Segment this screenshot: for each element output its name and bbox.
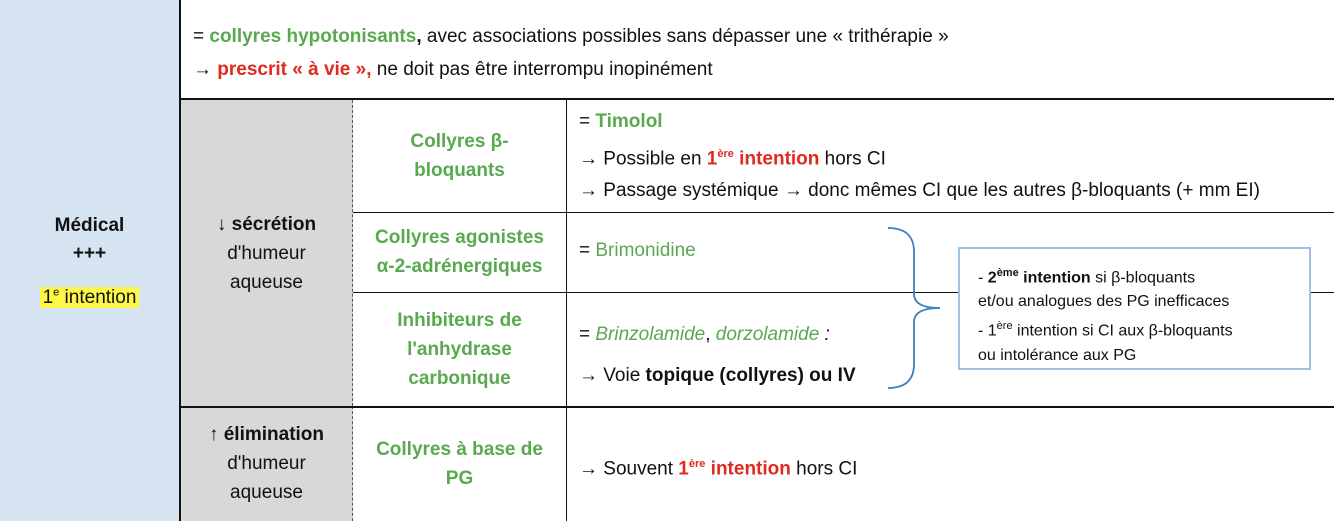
highlight-line: 1e intention bbox=[40, 287, 140, 308]
treatment-plus: +++ bbox=[72, 243, 107, 265]
drug-alpha-agonists: Collyres agonistes α-2-adrénergiques bbox=[353, 212, 567, 292]
down-arrow-icon: ↓ bbox=[216, 213, 227, 235]
drug-carbonic-anhydrase: Inhibiteurs de l'anhydrase carbonique bbox=[353, 292, 567, 406]
desc-prostaglandins: → Souvent 1ère intention hors CI bbox=[579, 458, 858, 480]
summary-cell bbox=[181, 0, 1334, 100]
summary-line-2: → prescrit « à vie », ne doit pas être interrompu inopinément bbox=[193, 59, 713, 80]
row-divider bbox=[353, 212, 1334, 213]
drug-prostaglandins: Collyres à base de PG bbox=[353, 406, 567, 521]
note-box: - 2ème intention si β-bloquants et/ou analogues des PG inefficaces - 1ère intention si CI aux β-bloquants ou intolérance aux PG bbox=[958, 247, 1311, 370]
desc-beta-blockers: = Timolol → Possible en 1ère intention hors CI → Passage systémique → donc mêmes CI que les autres β-bloquants (+ mm EI) bbox=[579, 111, 1260, 202]
drug-beta-blockers: Collyres β- bloquants bbox=[353, 100, 567, 212]
curly-brace-icon bbox=[884, 222, 954, 392]
treatment-cell bbox=[0, 0, 181, 521]
summary-line-1: = collyres hypotonisants, avec associations possibles sans dépasser une « trithérapie » bbox=[193, 26, 949, 47]
desc-alpha-agonists: = Brimonidine bbox=[579, 240, 696, 261]
mechanism-secretion: ↓ sécrétion d'humeur aqueuse bbox=[181, 100, 353, 406]
treatment-line bbox=[40, 286, 140, 308]
mechanism-elimination: ↑ élimination d'humeur aqueuse bbox=[181, 406, 353, 521]
desc-carbonic-anhydrase: = Brinzolamide, dorzolamide : → Voie topique (collyres) ou IV bbox=[579, 324, 856, 386]
treatment-title: Médical bbox=[54, 215, 125, 237]
up-arrow-icon: ↑ bbox=[208, 424, 219, 445]
row-divider bbox=[181, 406, 1334, 408]
